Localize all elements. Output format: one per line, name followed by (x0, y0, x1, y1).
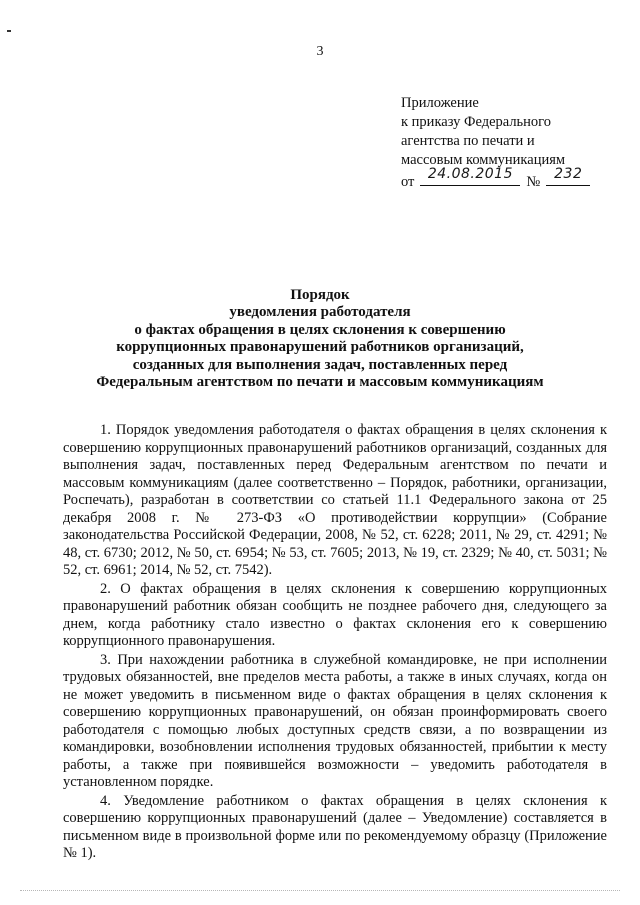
document-title (0, 287, 640, 391)
appendix-line: Приложение (401, 95, 479, 111)
appendix-date-number-line (401, 166, 621, 192)
paragraph-4: 4. Уведомление работником о фактах обращения в целях склонения к совершению коррупционных правонарушений (далее – Уведомление) составляется в письменном виде в произвольной форме или по рекомендуемому образцу (Приложение № 1). (63, 792, 607, 861)
appendix-header (401, 94, 621, 192)
title-line: о фактах обращения в целях склонения к совершению (134, 321, 506, 338)
title-line: Федеральным агентством по печати и массовым коммуникациям (96, 374, 544, 391)
document-body (63, 422, 607, 863)
title-line: Порядок (290, 287, 350, 303)
paragraph-3: 3. При нахождении работника в служебной командировке, не при исполнении трудовых обязанностей, вне пределов места работы, а также в иных случаях, когда он не может уведомить в письменном виде о фактах обращения в целях склонения к совершению коррупционных правонарушений, он обязан проинформировать своего работодателя с помощью любых доступных средств связи, а по возвращении из командировки, возобновлении исполнения трудовых обязанностей, прибытии к месту работы, а также при появившейся возможности – уведомить работодателя в установленном порядке. (63, 651, 607, 790)
handwritten-date: 24.08.2015 (427, 166, 513, 182)
handwritten-number: 232 (554, 166, 583, 182)
title-line: уведомления работодателя (229, 304, 411, 321)
paragraph-2: 2. О фактах обращения в целях склонения к совершению коррупционных правонарушений работник обязан сообщить не позднее рабочего дня, следующего за днем, когда работнику стало известно о фактах склонения его к совершению коррупционного правонарушения. (63, 580, 607, 649)
scan-artifact-mark (7, 30, 11, 32)
date-field (420, 166, 520, 186)
paragraph-1: 1. Порядок уведомления работодателя о фактах обращения в целях склонения к совершению коррупционных правонарушений работников организаций, созданных для выполнения задач, поставленных перед Федеральным агентством по печати и массовым коммуникациям (далее соответственно – Порядок, работники, организации, Роспечать), разработан в соответствии со статьей 11.1 Федерального закона от 25 декабря 2008 г. № 273-ФЗ «О противодействии коррупции» (Собрание законодательства Российской Федерации, 2008, № 52, ст. 6228; 2011, № 29, ст. 4291; № 48, ст. 6730; 2012, № 50, ст. 6954; № 53, ст. 7605; 2013, № 19, ст. 2329; № 40, ст. 5031; № 52, ст. 6961; 2014, № 52, ст. 7542). (63, 422, 607, 578)
appendix-line: к приказу Федерального (401, 114, 552, 130)
appendix-line: массовым коммуникациям (401, 152, 566, 168)
appendix-line: агентства по печати и (401, 133, 535, 149)
title-line: коррупционных правонарушений работников организаций, (116, 339, 524, 356)
date-prefix: от (401, 174, 415, 190)
title-line: созданных для выполнения задач, поставленных перед (132, 356, 508, 373)
number-prefix: № (526, 174, 541, 190)
page-number: 3 (316, 44, 324, 59)
number-field (546, 166, 590, 186)
scan-artifact-dots (20, 890, 620, 893)
